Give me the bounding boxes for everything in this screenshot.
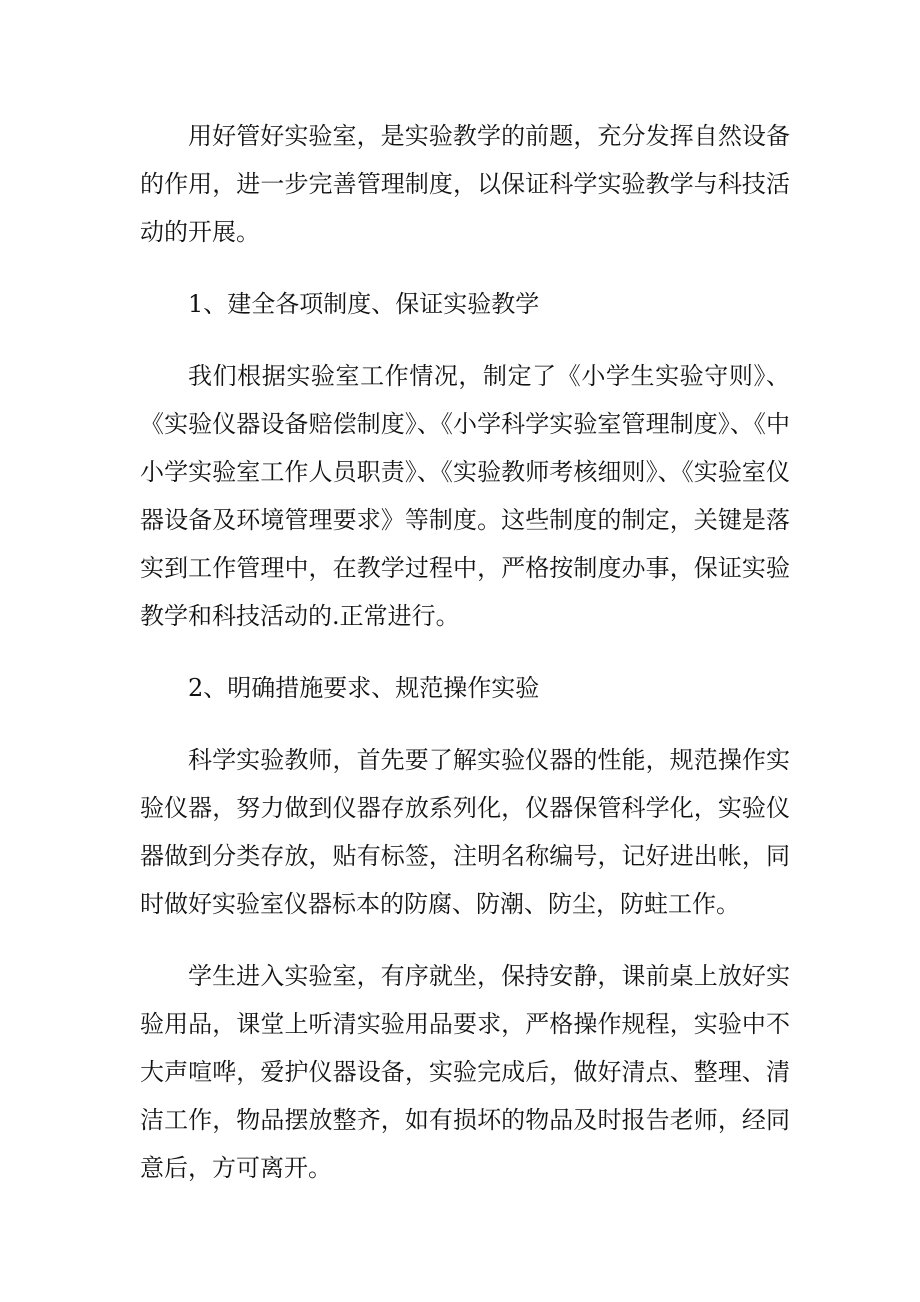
- document-body: [140, 112, 790, 1216]
- section-heading-1: 1、建全各项制度、保证实验教学: [188, 290, 540, 318]
- paragraph-student-rules: 学生进入实验室，有序就坐，保持安静，课前桌上放好实验用品，课堂上听清实验用品要求，严格操作规程，实验中不大声喧哗，爱护仪器设备，实验完成后，做好清点、整理、清洁工作，物品摆放整齐，如有损坏的物品及时报告老师，经同意后，方可离开。: [140, 962, 790, 1182]
- paragraph-intro: 用好管好实验室，是实验教学的前题，充分发挥自然设备的作用，进一步完善管理制度，以保证科学实验教学与科技活动的开展。: [140, 122, 790, 246]
- paragraph-regulations: 我们根据实验室工作情况，制定了《小学生实验守则》、《实验仪器设备赔偿制度》、《小学科学实验室管理制度》、《中小学实验室工作人员职责》、《实验教师考核细则》、《实验室仪器设备及环境管理要求》等制度。这些制度的制定，关键是落实到工作管理中，在教学过程中，严格按制度办事，保证实验教学和科技活动的.正常进行。: [140, 362, 790, 630]
- section-heading-2: 2、明确措施要求、规范操作实验: [188, 674, 540, 702]
- paragraph-teacher-operation: 科学实验教师，首先要了解实验仪器的性能，规范操作实验仪器，努力做到仪器存放系列化，仪器保管科学化，实验仪器做到分类存放，贴有标签，注明名称编号，记好进出帐，同时做好实验室仪器标本的防腐、防潮、防尘，防蛀工作。: [140, 746, 790, 918]
